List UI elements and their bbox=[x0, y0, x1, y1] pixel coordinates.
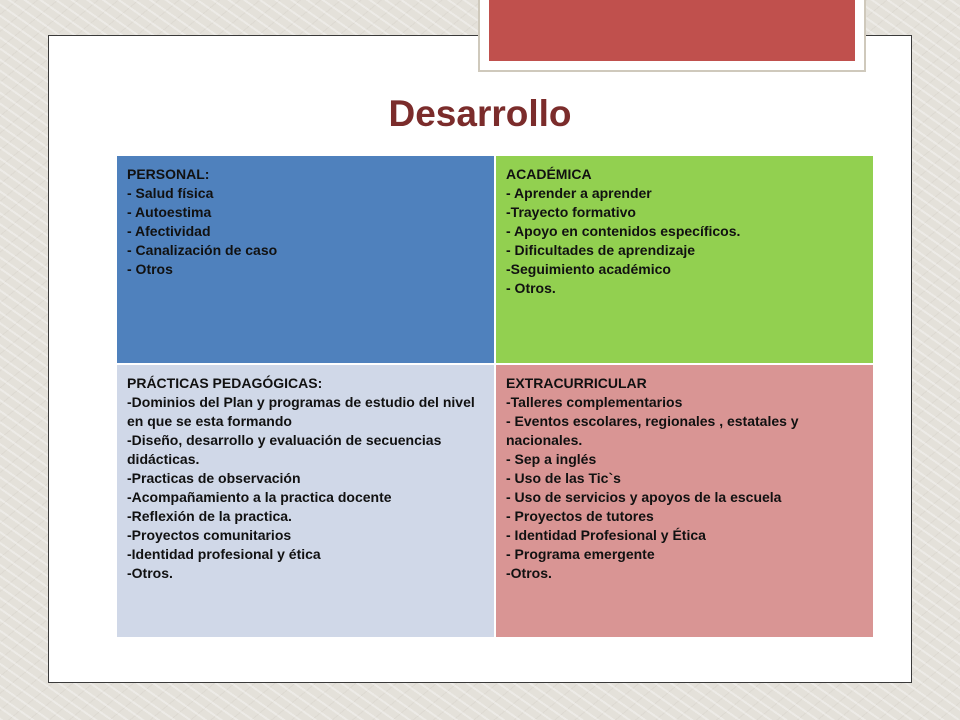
slide-title: Desarrollo bbox=[388, 93, 572, 134]
cell-practicas-item: -Practicas de observación bbox=[127, 470, 301, 486]
cell-academica-item: - Otros. bbox=[506, 280, 556, 296]
cell-extracurricular-item: - Proyectos de tutores bbox=[506, 508, 654, 524]
cell-extracurricular-heading: EXTRACURRICULAR bbox=[506, 375, 647, 391]
cell-practicas-item: -Reflexión de la practica. bbox=[127, 508, 292, 524]
cell-personal-item: - Autoestima bbox=[127, 204, 212, 220]
cell-practicas-item: -Acompañamiento a la practica docente bbox=[127, 489, 392, 505]
cell-personal-item: - Afectividad bbox=[127, 223, 211, 239]
cell-personal bbox=[117, 156, 494, 363]
cell-personal-heading: PERSONAL: bbox=[127, 166, 210, 182]
decorative-tab bbox=[478, 0, 866, 72]
cell-academica-heading: ACADÉMICA bbox=[506, 166, 592, 182]
cell-extracurricular-item: - Programa emergente bbox=[506, 546, 655, 562]
cell-practicas-item: -Identidad profesional y ética bbox=[127, 546, 321, 562]
cell-practicas-item: -Proyectos comunitarios bbox=[127, 527, 292, 543]
cell-extracurricular-item: - Identidad Profesional y Ética bbox=[506, 527, 706, 543]
cell-extracurricular-item: -Otros. bbox=[506, 565, 552, 581]
cell-practicas-item: -Otros. bbox=[127, 565, 173, 581]
decorative-tab-accent bbox=[489, 0, 855, 61]
cell-extracurricular-item: -Talleres complementarios bbox=[506, 394, 683, 410]
cell-practicas bbox=[117, 365, 494, 637]
cell-practicas-item: -Diseño, desarrollo y evaluación de secuencias didácticas. bbox=[127, 432, 446, 467]
cell-extracurricular bbox=[496, 365, 873, 637]
cell-academica-item: - Apoyo en contenidos específicos. bbox=[506, 223, 741, 239]
cell-extracurricular-item: - Sep a inglés bbox=[506, 451, 597, 467]
cell-academica bbox=[496, 156, 873, 363]
content-table bbox=[117, 156, 873, 637]
cell-academica-item: -Trayecto formativo bbox=[506, 204, 636, 220]
cell-academica-item: - Aprender a aprender bbox=[506, 185, 652, 201]
cell-academica-item: - Dificultades de aprendizaje bbox=[506, 242, 696, 258]
cell-extracurricular-item: - Eventos escolares, regionales , estatales y nacionales. bbox=[506, 413, 803, 448]
cell-practicas-heading: PRÁCTICAS PEDAGÓGICAS: bbox=[127, 375, 323, 391]
cell-personal-item: - Otros bbox=[127, 261, 173, 277]
cell-extracurricular-item: - Uso de servicios y apoyos de la escuela bbox=[506, 489, 782, 505]
cell-personal-item: - Salud física bbox=[127, 185, 214, 201]
cell-personal-item: - Canalización de caso bbox=[127, 242, 278, 258]
cell-extracurricular-item: - Uso de las Tic`s bbox=[506, 470, 621, 486]
cell-academica-item: -Seguimiento académico bbox=[506, 261, 671, 277]
cell-practicas-item: -Dominios del Plan y programas de estudio del nivel en que se esta formando bbox=[127, 394, 479, 429]
